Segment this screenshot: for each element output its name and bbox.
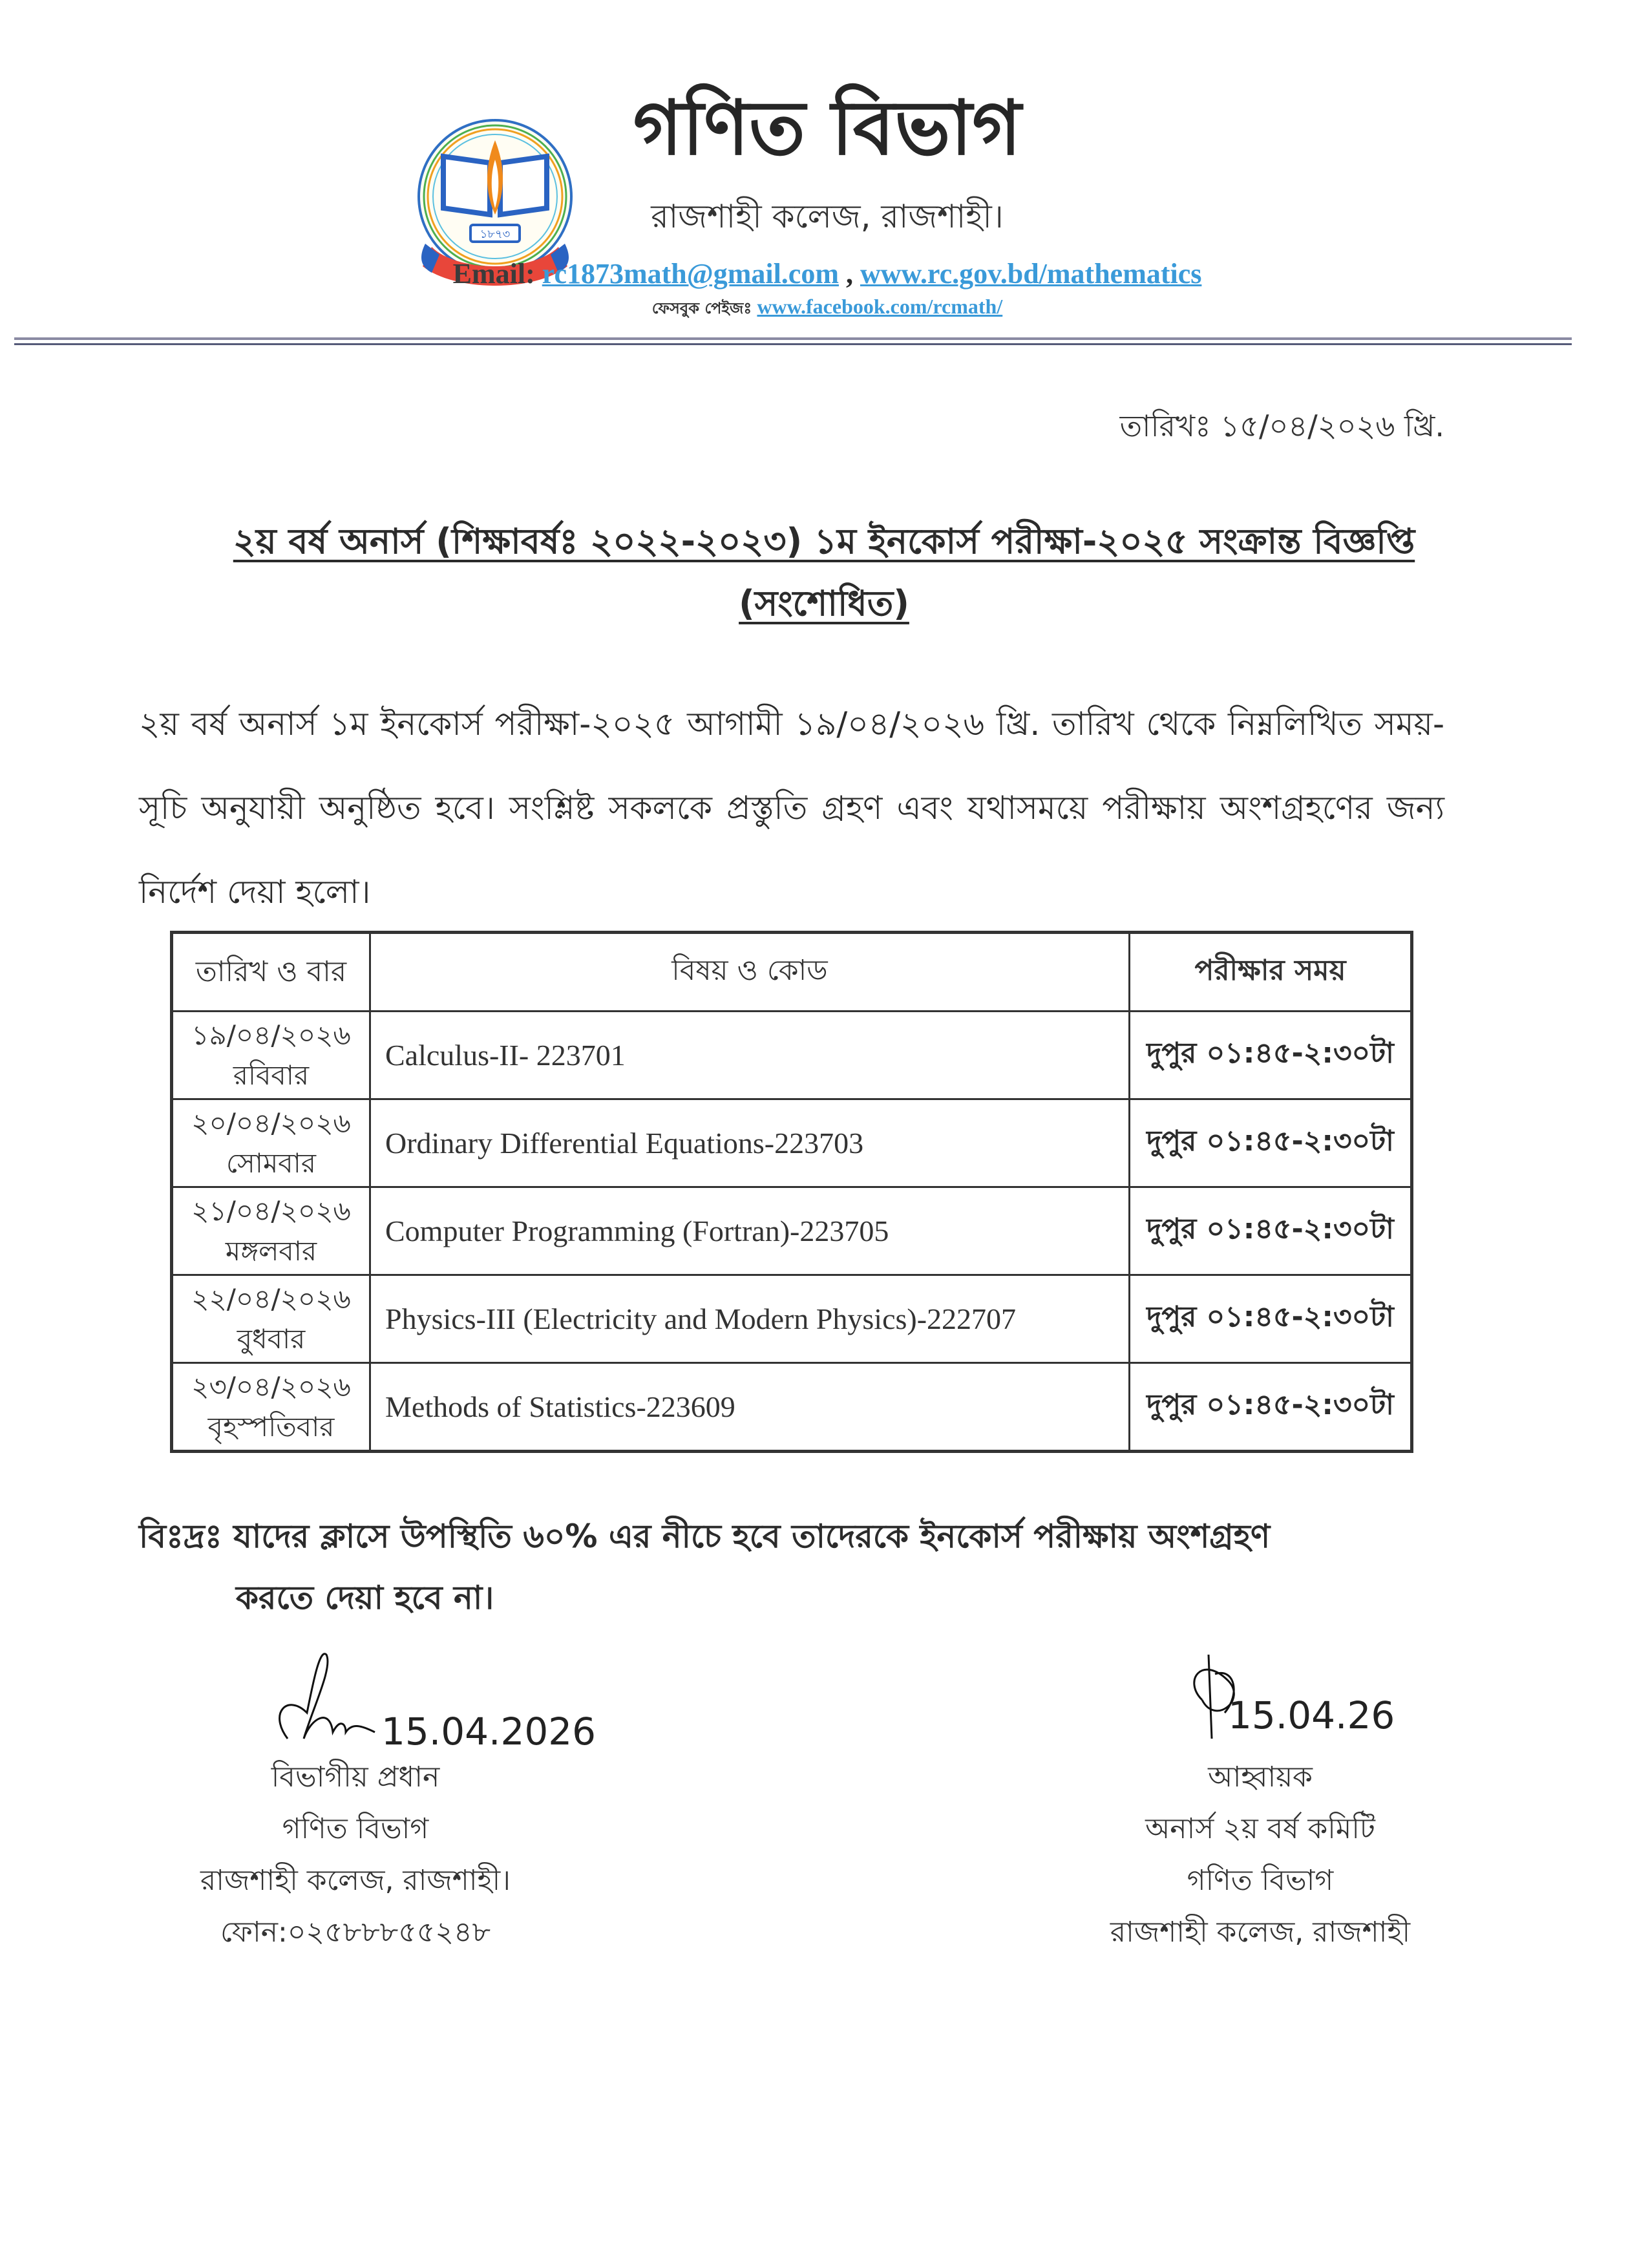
exam-day: রবিবার: [233, 1059, 310, 1091]
contact-line: [362, 257, 1293, 291]
table-row: [172, 1187, 1412, 1275]
notice-title-line2: (সংশোধিত): [739, 583, 909, 624]
cell-subject: Computer Programming (Fortran)-223705: [370, 1187, 1130, 1275]
email-link[interactable]: rc1873math@gmail.com: [542, 258, 839, 290]
notice-title: [103, 511, 1545, 635]
exam-date: ১৯/০৪/২০২৬: [191, 1019, 351, 1051]
table-row: [172, 1275, 1412, 1363]
cell-date-day: [172, 1187, 370, 1275]
exam-date: ২০/০৪/২০২৬: [191, 1107, 351, 1139]
exam-date: ২১/০৪/২০২৬: [191, 1194, 351, 1227]
cell-date-day: [172, 1099, 370, 1187]
facebook-link[interactable]: www.facebook.com/rcmath/: [757, 295, 1003, 318]
exam-day: মঙ্গলবার: [225, 1235, 317, 1267]
signatory-institution: রাজশাহী কলেজ, রাজশাহী: [1110, 1916, 1411, 1949]
college-address: রাজশাহী কলেজ, রাজশাহী।: [651, 198, 1004, 235]
cell-date-day: [172, 1363, 370, 1452]
separator: ,: [838, 258, 860, 290]
cell-date-day: [172, 1275, 370, 1363]
notice-body: ২য় বর্ষ অনার্স ১ম ইনকোর্স পরীক্ষা-২০২৫ আগামী ১৯/০৪/২০২৬ খ্রি. তারিখ থেকে নিম্নলিখিত সময়-সূচি অনুযায়ী অনুষ্ঠিত হবে। সংশ্লিষ্ট সকলকে প্রস্তুতি গ্রহণ এবং যথাসময়ে পরীক্ষায় অংশগ্রহণের জন্য নির্দেশ দেয়া হলো।: [139, 705, 1444, 911]
signature-block-convener: [1034, 1655, 1486, 1958]
exam-day: বুধবার: [237, 1322, 306, 1355]
signature-block-head: [110, 1655, 601, 1958]
signatory-department: গণিত বিভাগ: [282, 1812, 429, 1845]
cell-date-day: [172, 1012, 370, 1099]
table-row: [172, 1363, 1412, 1452]
cell-exam-time: দুপুর ০১:৪৫-২:৩০টা: [1130, 1012, 1412, 1099]
cell-subject: Ordinary Differential Equations-223703: [370, 1099, 1130, 1187]
header-divider-bottom: [14, 343, 1572, 345]
signatory-department: গণিত বিভাগ: [1187, 1864, 1334, 1897]
signature-date: 15.04.26: [1228, 1693, 1395, 1737]
table-header-row: [172, 933, 1412, 1012]
note-line2: করতে দেয়া হবে না।: [236, 1579, 494, 1616]
header-divider-top: [14, 337, 1572, 340]
exam-date: ২৩/০৪/২০২৬: [191, 1370, 351, 1403]
signatory-designation: বিভাগীয় প্রধান: [271, 1761, 440, 1794]
signatory-institution: রাজশাহী কলেজ, রাজশাহী।: [200, 1864, 511, 1897]
cell-exam-time: দুপুর ০১:৪৫-২:৩০টা: [1130, 1187, 1412, 1275]
cell-subject: Methods of Statistics-223609: [370, 1363, 1130, 1452]
signature-date: 15.04.2026: [381, 1710, 597, 1754]
signature-icon: [249, 1642, 391, 1745]
table-row: [172, 1099, 1412, 1187]
cell-exam-time: দুপুর ০১:৪৫-২:৩০টা: [1130, 1363, 1412, 1452]
notice-title-line1: ২য় বর্ষ অনার্স (শিক্ষাবর্ষঃ ২০২২-২০২৩) ১ম ইনকোর্স পরীক্ষা-২০২৫ সংক্রান্ত বিজ্ঞপ্তি: [233, 521, 1415, 562]
notice-date: তারিখঃ ১৫/০৪/২০২৬ খ্রি.: [1119, 408, 1444, 443]
attendance-note: [139, 1506, 1431, 1629]
email-label: Email:: [452, 258, 535, 290]
exam-day: সোমবার: [226, 1147, 316, 1179]
signatory-committee: অনার্স ২য় বর্ষ কমিটি: [1145, 1812, 1375, 1845]
cell-subject: Physics-III (Electricity and Modern Physics)-222707: [370, 1275, 1130, 1363]
header-exam-time: পরীক্ষার সময়: [1130, 933, 1412, 1012]
table-row: [172, 1012, 1412, 1099]
svg-text:১৮৭৩: ১৮৭৩: [480, 228, 511, 241]
signatory-phone: ফোন:০২৫৮৮৮৫৫২৪৮: [220, 1916, 491, 1949]
signatory-designation: আহ্বায়ক: [1208, 1761, 1313, 1794]
department-title: গণিত বিভাগ: [633, 85, 1022, 172]
website-link[interactable]: www.rc.gov.bd/mathematics: [860, 258, 1202, 290]
exam-schedule-table: [170, 931, 1413, 1453]
cell-exam-time: দুপুর ০১:৪৫-২:৩০টা: [1130, 1099, 1412, 1187]
exam-date: ২২/০৪/২০২৬: [191, 1282, 351, 1315]
facebook-label: ফেসবুক পেইজঃ: [651, 299, 752, 317]
cell-subject: Calculus-II- 223701: [370, 1012, 1130, 1099]
header-subject-code: বিষয় ও কোড: [370, 933, 1130, 1012]
cell-exam-time: দুপুর ০১:৪৫-২:৩০টা: [1130, 1275, 1412, 1363]
facebook-line: [362, 294, 1293, 319]
header-date-day: তারিখ ও বার: [172, 933, 370, 1012]
exam-day: বৃহস্পতিবার: [207, 1410, 335, 1443]
note-line1: বিঃদ্রঃ যাদের ক্লাসে উপস্থিতি ৬০% এর নীচে হবে তাদেরকে ইনকোর্স পরীক্ষায় অংশগ্রহণ: [139, 1518, 1271, 1555]
